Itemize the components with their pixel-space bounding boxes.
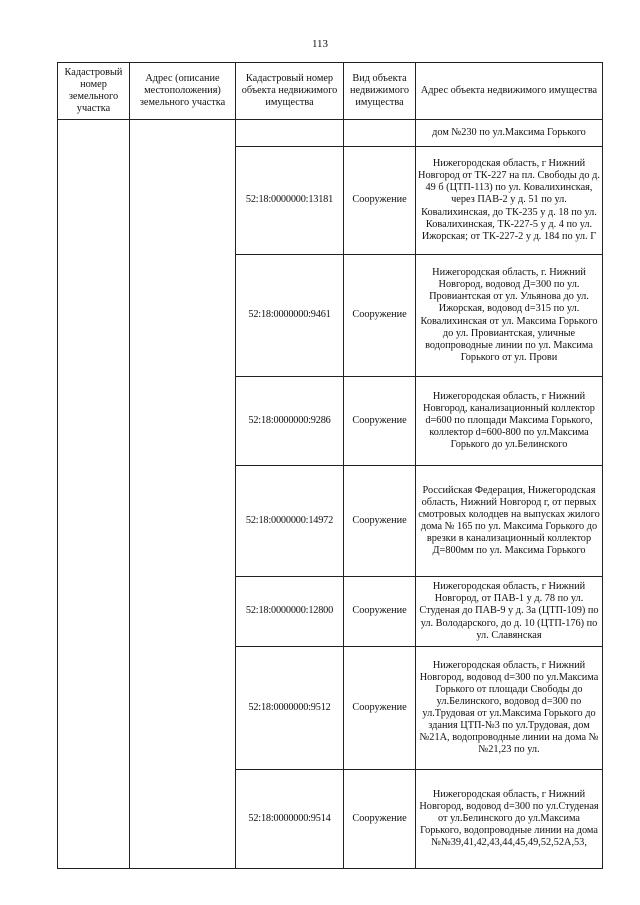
table-header-row <box>58 63 603 120</box>
header-land-address: Адрес (описание местоположения) земельного участка <box>130 63 236 120</box>
object-cadastral-cell: 52:18:0000000:12800 <box>236 577 344 647</box>
object-cadastral-cell <box>236 120 344 147</box>
object-address-cell: Нижегородская область, г. Нижний Новгород, водовод Д=300 по ул. Провиантская от ул. Ульянова до ул. Ижорская, водовод d=315 по ул. Ковалихинская от ул. Максима Горького до ул. Провиантская, уличные водопроводные линии по ул. Максима Горького от ул. Прови <box>416 255 603 377</box>
object-address-cell: дом №230 по ул.Максима Горького <box>416 120 603 147</box>
header-object-type: Вид объекта недвижимого имущества <box>344 63 416 120</box>
object-type-cell: Сооружение <box>344 255 416 377</box>
object-cadastral-cell: 52:18:0000000:9514 <box>236 770 344 869</box>
header-land-cadastral-number: Кадастровый номер земельного участка <box>58 63 130 120</box>
object-type-cell: Сооружение <box>344 466 416 577</box>
page-number: 113 <box>311 38 329 50</box>
object-type-cell <box>344 120 416 147</box>
object-type-cell: Сооружение <box>344 147 416 255</box>
object-address-cell: Нижегородская область, г Нижний Новгород, водовод d=300 по ул.Максима Горького от площади Свободы до ул.Белинского, водовод d=300 по ул.Трудовая от ул.Максима Горького до здания ЦТП-№3 по ул.Трудовая, дом №21А, водопроводные линии на дома №№21,23 по ул. <box>416 647 603 770</box>
header-object-cadastral-number: Кадастровый номер объекта недвижимого имущества <box>236 63 344 120</box>
object-type-cell: Сооружение <box>344 577 416 647</box>
object-address-cell: Нижегородская область, г Нижний Новгород, канализационный коллектор d=600 по площади Максима Горького, коллектор d=600-800 по ул.Максима Горького до ул.Белинского <box>416 377 603 466</box>
property-register-table <box>57 62 603 869</box>
object-address-cell: Нижегородская область, г Нижний Новгород, от ПАВ-1 у д. 78 по ул. Студеная до ПАВ-9 у д. 3а (ЦТП-109) по ул. Володарского, до д. 10 (ЦТП-176) по ул. Славянская <box>416 577 603 647</box>
object-cadastral-cell: 52:18:0000000:13181 <box>236 147 344 255</box>
object-address-cell: Нижегородская область, г Нижний Новгород от ТК-227 на пл. Свободы до д. 49 б (ЦТП-113) по ул. Ковалихинская, через ПАВ-2 у д. 51 по ул. Ковалихинская, до ТК-235 у д. 18 по ул. Ковалихинская, ТК-227-5 у д. 4 по ул. Ижорская; от ТК-227-2 у д. 184 по ул. Г <box>416 147 603 255</box>
object-type-cell: Сооружение <box>344 770 416 869</box>
object-type-cell: Сооружение <box>344 377 416 466</box>
table-row <box>58 120 603 147</box>
object-address-cell: Нижегородская область, г Нижний Новгород, водовод d=300 по ул.Студеная от ул.Белинского до ул.Максима Горького, водопроводные линии на дома №№39,41,42,43,44,45,49,52,52А,53, <box>416 770 603 869</box>
object-address-cell: Российская Федерация, Нижегородская область, Нижний Новгород г, от первых смотровых колодцев на выпусках жилого дома № 165 по ул. Максима Горького до врезки в канализационный коллектор Д=800мм по ул. Максима Горького <box>416 466 603 577</box>
header-object-address: Адрес объекта недвижимого имущества <box>416 63 603 120</box>
object-type-cell: Сооружение <box>344 647 416 770</box>
land-address-cell <box>130 120 236 869</box>
object-cadastral-cell: 52:18:0000000:9461 <box>236 255 344 377</box>
object-cadastral-cell: 52:18:0000000:9512 <box>236 647 344 770</box>
object-cadastral-cell: 52:18:0000000:9286 <box>236 377 344 466</box>
object-cadastral-cell: 52:18:0000000:14972 <box>236 466 344 577</box>
land-cadastral-cell <box>58 120 130 869</box>
